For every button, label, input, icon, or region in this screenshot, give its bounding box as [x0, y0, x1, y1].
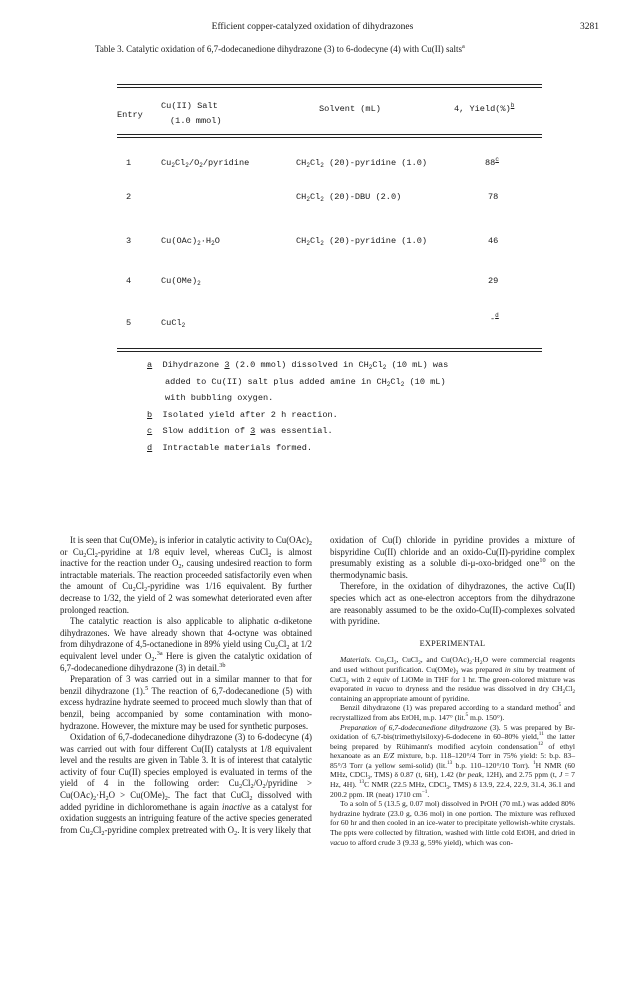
table-header-rule: [117, 134, 542, 138]
row-5-salt: CuCl$_2$: [161, 318, 186, 329]
row-2-entry: 2: [126, 192, 132, 202]
left-column: [60, 535, 312, 836]
header-yield-mark: b: [510, 102, 515, 109]
table-caption-text: Table 3. Catalytic oxidation of 6,7-dodecanedione dihydrazone (3) to 6-dodecyne (4) with Cu(II) salts: [95, 44, 463, 54]
page-number: 3281: [580, 22, 599, 32]
row-4-salt: $Cu(OMe)_2$: [161, 276, 201, 287]
row-4-yield: 29: [488, 276, 499, 286]
row-3-entry: 3: [126, 236, 132, 246]
experimental-procedure: To a soln of 5 (13.5 g, 0.07 mol) dissolved in PrOH (70 mL) was added 80% hydrazine hydrate (23.0 g, 0.36 mol) in one portion. The mixture was refluxed for 60 hr and then cooled in an ice-water to precipitate yellowish-white crystals. The ppts were collected by filtration, washed with little cold EtOH, and dried in vacuo to afford crude 3 (9.33 g, 59% yield), which was con-: [330, 799, 575, 847]
row-3-salt: $Cu(OAc)_2\cdot H_2O$: [161, 236, 220, 247]
row-5-yield-value: -: [490, 314, 496, 324]
footnote-d: [147, 440, 448, 457]
experimental-preparation: Preparation of 6,7-dodecanedione dihydrazone (3). 5 was prepared by Br-oxidation of 6,7-bis(trimethylsiloxy)-6-dodecene in 60–80% yield,$^{11}$ the latter being prepared by Rühimann's modified acyloin condensation$^{12}$ of ethyl hexanoate as an E/Z mixture, b.p. 118–120°/4 Torr in 75% yield: 5: b.p. 83–85°/3 Torr (a yellow semi-solid) (lit.$^{13}$ b.p. 110–120°/10 Torr). $^1$H NMR (60 MHz, CDCl$_3$, TMS) δ 0.87 (t, 6H), 1.42 (br peak, 12H), and 2.75 ppm (t, J = 7 Hz, 4H). $^{13}$C NMR (22.5 MHz, CDCl$_3$, TMS) δ 13.9, 22.4, 22.9, 31.4, 36.1 and 200.2 ppm. IR (neat) 1710 $cm^{-1}$.: [330, 722, 576, 799]
header-solvent: Solvent (mL): [319, 104, 381, 114]
header-entry: Entry: [117, 110, 143, 120]
running-title: Efficient copper-catalyzed oxidation of dihydrazones: [211, 22, 414, 32]
right-paragraph-2: Therefore, in the oxidation of dihydrazones, the active Cu(II) species which act as one-electron acceptors from the dihydrazone are reasonably assumed to be the oxido-Cu(II)-complexes solvated with pyridine.: [330, 581, 575, 627]
row-2-solvent: $CH_2Cl_2$ (20)-DBU (2.0): [296, 192, 402, 203]
left-paragraph-1: It is seen that $Cu(OMe)_2$ is inferior in catalytic activity to $Cu(OAc)_2$ or $Cu_2Cl_2$-pyridine at 1/8 equiv level, whereas CuCl$_2$ is almost inactive for the reaction under $O_2$, causing undesired reaction to form intractable materials. The reaction proceeded satisfactorily even when the amount of $Cu_2Cl_2$-pyridine was 1/16 equivalent. By further decrease to 1/32, the yield of 2 was somewhat deteriorated even after prolonged reaction.: [60, 535, 313, 615]
right-column: [330, 535, 575, 847]
row-1-salt: $Cu_2Cl_2/O_2$/pyridine: [161, 158, 250, 169]
row-1-entry: 1: [126, 158, 132, 168]
header-salt-amount: (1.0 mmol): [170, 116, 222, 126]
experimental-section: [330, 655, 575, 847]
left-paragraph-3: Preparation of 3 was carried out in a similar manner to that for benzil dihydrazone (1).$^5$ The reaction of 6,7-dodecanedione (5) with excess hydrazine hydrate seemed to proceed much slowly than that of benzil, being accompanied by some contamination with monohydrazone. However, the mixture may be used for synthetic purposes.: [60, 674, 312, 731]
footnote-a: a Dihydrazone 3 (2.0 mmol) dissolved in $CH_2Cl_2$ (10 mL) was: [147, 360, 449, 371]
footnote-b-text: Isolated yield after 2 h reaction.: [162, 409, 338, 420]
footnote-c-mark: c: [147, 426, 153, 436]
row-4-entry: 4: [126, 276, 132, 286]
right-paragraph-1: oxidation of Cu(I) chloride in pyridine provides a mixture of bispyridine Cu(II) chloride and an oxido-Cu(II)-pyridine complex presumably existing as a soluble di-μ-oxo-bridged one$^{10}$ on the thermodynamic basis.: [330, 535, 575, 580]
row-5-entry: 5: [126, 318, 132, 328]
footnote-b: [147, 407, 448, 424]
row-1-yield-value: 88: [485, 158, 496, 168]
row-1-solvent: $CH_2Cl_2$ (20)-pyridine (1.0): [296, 158, 428, 169]
row-3-solvent: $CH_2Cl_2$ (20)-pyridine (1.0): [296, 236, 428, 247]
left-paragraph-4: Oxidation of 6,7-dodecanedione dihydrazone (3) to 6-dodecyne (4) was carried out with four different Cu(II) catalysts at 1/8 equivalent level and the results are given in Table 3. It is of interest that catalytic activity of four Cu(II) species employed is evaluated in terms of the yield of 4 in the following order: $Cu_2Cl_2/O_2$/pyridine > $Cu(OAc)_2\cdot H_2O > Cu(OMe)_2$. The fact that CuCl$_2$ dissolved with added pyridine in dichloromethane is again inactive as a catalyst for oxidation suggests an intriguing feature of the active species generated from $Cu_2Cl_2$-pyridine complex pretreated with $O_2$. It is very likely that: [60, 732, 312, 837]
row-5-yield-mark: d: [495, 312, 499, 319]
row-2-yield: 78: [488, 192, 499, 202]
table-footnotes: a Dihydrazone 3 (2.0 mmol) dissolved in $CH_2Cl_2$ (10 mL) was added to Cu(II) salt plus added amine in $CH_2Cl_2$ (10 mL) with bubbling oxygen. b Isolated yield after 2 h reaction. c Slow addition of 3 was essential. d Intractable materials formed.: [147, 357, 448, 456]
row-3-yield: 46: [488, 236, 499, 246]
experimental-benzil: Benzil dihydrazone (1) was prepared according to a standard method$^5$ and recrystallized from abs EtOH, m.p. 147° (lit.$^5$ m.p. 150°).: [330, 702, 575, 722]
footnote-d-text: Intractable materials formed.: [162, 442, 313, 453]
footnote-b-mark: b: [147, 409, 153, 420]
footnote-d-mark: d: [147, 442, 153, 453]
row-5-yield: [490, 314, 499, 324]
footnote-c: c Slow addition of 3 was essential.: [147, 426, 333, 436]
table-bottom-rule: [117, 348, 542, 352]
header-salt: Cu(II) Salt: [161, 101, 218, 111]
section-title-experimental: EXPERIMENTAL: [419, 638, 486, 648]
table-caption: [95, 44, 465, 54]
table-top-rule: [117, 84, 542, 88]
row-1-yield: [485, 158, 499, 168]
caption-footnote-mark: a: [462, 43, 465, 50]
left-paragraph-2: The catalytic reaction is also applicable to aliphatic α-diketone dihydrazones. We have already shown that 4-octyne was obtained from dihydrazone of 4,5-octanedione in 89% yield using $Cu_2Cl_2$ at 1/2 equivalent level under $O_2.^{3a}$ Here is given the catalytic oxidation of 6,7-dodecanedione dihydrazone (3) in detail.$^{3b}$: [60, 616, 312, 673]
row-1-yield-mark: c: [495, 156, 499, 163]
footnote-a-mark: a: [147, 360, 153, 370]
header-yield-label: 4, Yield(%): [454, 104, 511, 114]
header-yield: [454, 104, 514, 114]
experimental-materials: Materials. $Cu_2Cl_2$, CuCl$_2$, and $Cu(OAc)_2\cdot H_2O$ were commercial reagents and used without purification. $Cu(OMe)_2$ was prepared in situ by treatment of CuCl$_2$ with 2 equiv of LiOMe in THF for 1 hr. The green-colored mixture was evaporated in vacuo to dryness and the residue was dissolved in dry $CH_2Cl_2$ containing an appropriate amount of pyridine.: [330, 655, 576, 703]
